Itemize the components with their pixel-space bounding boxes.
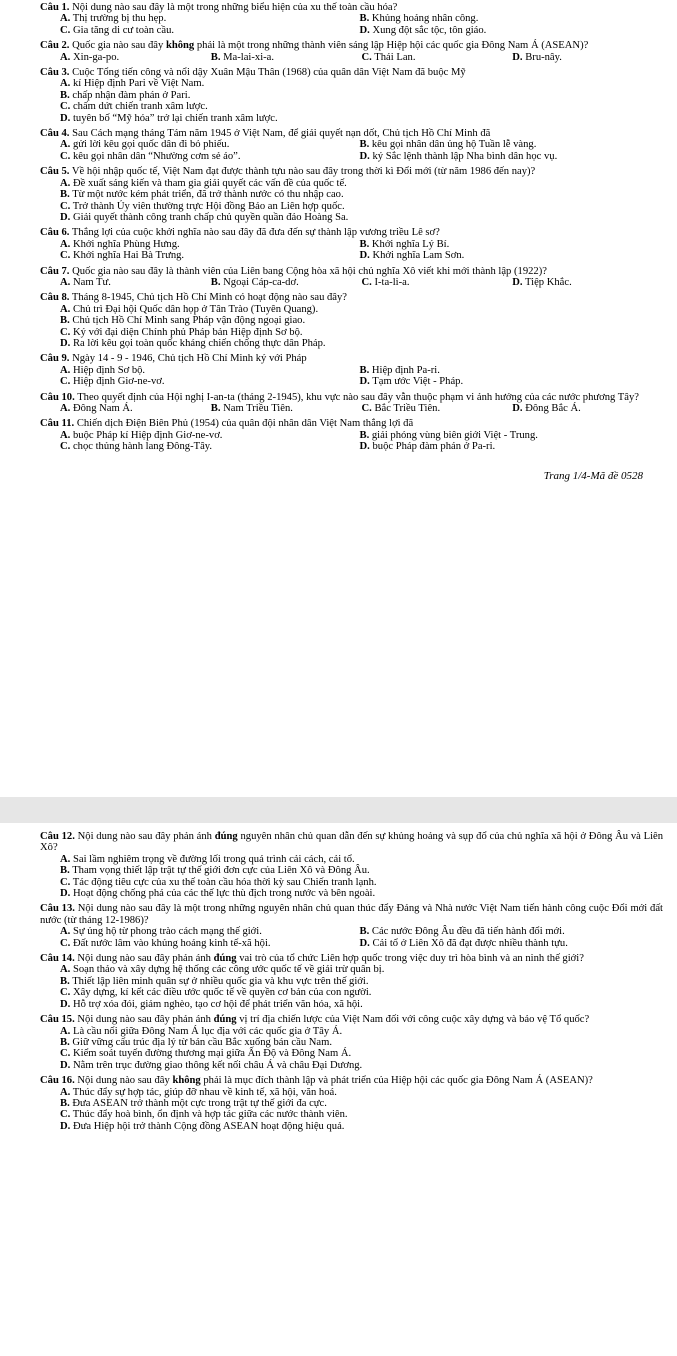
option-d: D. Đông Bắc Á.	[512, 403, 581, 414]
question-number: Câu 1.	[40, 2, 70, 13]
option-b: B. Nam Triều Tiên.	[210, 403, 293, 414]
option-d: D. Tạm ước Việt - Pháp.	[359, 376, 464, 388]
option-b: B. Các nước Đông Âu đều đã tiến hành đổi mới.	[359, 926, 565, 938]
option-d: D. Cải tổ ở Liên Xô đã đạt được nhiều thành tựu.	[359, 937, 568, 949]
question-number: Câu 15.	[40, 1014, 75, 1026]
option-d: D. Xung đột sắc tộc, tôn giáo.	[359, 24, 487, 36]
option-d: D. buộc Pháp đàm phán ở Pa-ri.	[359, 441, 496, 453]
question-number: Câu 8.	[40, 292, 70, 304]
option-a: A. kí Hiệp định Pari về Việt Nam.	[60, 78, 205, 90]
option-d: D. Khởi nghĩa Lam Sơn.	[359, 250, 465, 262]
question-9: Câu 9. Ngày 14 - 9 - 1946, Chủ tịch Hồ Chí Minh ký với Pháp A. Hiệp định Sơ bộ. B. Hiệp định Pa-ri. C. Hiệp định Giơ-ne-vơ. D. Tạm ước Việt - Pháp.	[40, 353, 663, 387]
question-14: Câu 14. Nội dung nào sau đây phản ánh đúng vai trò của tổ chức Liên hợp quốc trong việc duy trì hòa bình và an ninh thế giới? A. Soạn thảo và xây dựng hệ thống các công ước quốc tế về giải trừ quân bị. B. Thiết lập liên minh quân sự ở nhiều quốc gia và khu vực trên thế giới. C. Xây dựng, kí kết các điều ước quốc tế về quyền cơ bản của con người. D. Hỗ trợ xóa đói, giảm nghèo, tạo cơ hội để phát triển văn hóa, xã hội.	[40, 953, 663, 1010]
option-b: B. Ma-lai-xi-a.	[210, 51, 275, 63]
option-a: A. buộc Pháp kí Hiệp định Giơ-ne-vơ.	[60, 429, 223, 441]
option-d: D. tuyên bố “Mỹ hóa” trở lại chiến tranh xâm lược.	[60, 112, 278, 124]
option-a: A. Là cầu nối giữa Đông Nam Á lục địa với các quốc gia ở Tây Á.	[60, 1025, 343, 1037]
option-b: B. Khởi nghĩa Lý Bí.	[359, 238, 450, 250]
option-c: C. Ký với đại diện Chính phủ Pháp bản Hiệp định Sơ bộ.	[60, 326, 303, 338]
option-a: A. gửi lời kêu gọi quốc dân đi bỏ phiếu.	[60, 139, 230, 151]
option-a: A. Đông Nam Á.	[60, 403, 133, 414]
option-c: C. Đất nước lâm vào khủng hoảng kinh tế-xã hội.	[60, 937, 271, 949]
option-c: C. Bắc Triều Tiên.	[361, 403, 441, 414]
question-number: Câu 11.	[40, 418, 75, 430]
option-b: B. Chủ tịch Hồ Chí Minh sang Pháp vận động ngoại giao.	[60, 315, 306, 327]
option-c: C. Xây dựng, kí kết các điều ước quốc tế về quyền cơ bản của con người.	[60, 987, 372, 999]
option-c: C. Hiệp định Giơ-ne-vơ.	[60, 376, 165, 388]
option-c: C. Trở thành Ủy viên thường trực Hội đồng Bảo an Liên hợp quốc.	[60, 200, 345, 212]
question-number: Câu 14.	[40, 953, 75, 965]
question-12: Câu 12. Nội dung nào sau đây phản ánh đúng nguyên nhân chủ quan dẫn đến sự khủng hoảng và sụp đổ của chủ nghĩa xã hội ở Đông Âu và Liên Xô? A. Sai lầm nghiêm trọng về đường lối trong quá trình cải cách, cải tổ. B. Tham vọng thiết lập trật tự thế giới đơn cực của Liên Xô và Đông Âu. C. Tác động tiêu cực của xu thế toàn cầu hóa thời kỳ sau Chiến tranh lạnh. D. Hoạt động chống phá của các thế lực thù địch trong nước và bên ngoài.	[40, 831, 664, 900]
question-5: Câu 5. Về hội nhập quốc tế, Việt Nam đạt được thành tựu nào sau đây trong thời kì Đổi mới (từ năm 1986 đến nay)? A. Đề xuất sáng kiến và tham gia giải quyết các vấn đề của quốc tế. B. Từ một nước kém phát triển, đã trở thành nước có thu nhập cao. C. Trở thành Ủy viên thường trực Hội đồng Bảo an Liên hợp quốc. D. Giải quyết thành công tranh chấp chủ quyền quần đảo Hoàng Sa.	[40, 166, 663, 223]
question-16: Câu 16. Nội dung nào sau đây không phải là mục đích thành lập và phát triển của Hiệp hội các quốc gia Đông Nam Á (ASEAN)? A. Thúc đẩy sự hợp tác, giúp đỡ nhau về kinh tế, xã hội, văn hoá. B. Đưa ASEAN trở thành một cực trong trật tự thế giới đa cực. C. Thúc đẩy hoà bình, ổn định và hợp tác giữa các nước thành viên. D. Đưa Hiệp hội trở thành Cộng đồng ASEAN hoạt động hiệu quả.	[40, 1075, 663, 1132]
option-b: B. Đưa ASEAN trở thành một cực trong trật tự thế giới đa cực.	[60, 1097, 327, 1109]
question-number: Câu 2.	[40, 40, 70, 52]
option-b: B. giải phóng vùng biên giới Việt - Trung.	[359, 429, 538, 441]
option-c: C. Khởi nghĩa Hai Bà Trưng.	[60, 250, 185, 262]
question-7: Câu 7. Quốc gia nào sau đây là thành viên của Liên bang Cộng hòa xã hội chủ nghĩa Xô viết khi mới thành lập (1922)? A. Nam Tư. B. Ngoại Cáp-ca-dơ. C. I-ta-li-a. D. Tiệp Khắc.	[40, 266, 663, 289]
option-c: C. Tác động tiêu cực của xu thế toàn cầu hóa thời kỳ sau Chiến tranh lạnh.	[60, 876, 377, 888]
question-number: Câu 12.	[40, 831, 75, 842]
question-stem: Nội dung nào sau đây là một trong những biểu hiện của xu thế toàn cầu hóa?	[72, 2, 398, 13]
question-2: Câu 2. Quốc gia nào sau đây không phải là một trong những thành viên sáng lập Hiệp hội các quốc gia Đông Nam Á (ASEAN)? A. Xin-ga-po. B. Ma-lai-xi-a. C. Thái Lan. D. Bru-nây.	[40, 40, 663, 63]
option-c: C. I-ta-li-a.	[361, 276, 410, 288]
option-d: D. Nằm trên trục đường giao thông kết nối châu Á và châu Đại Dương.	[60, 1059, 363, 1071]
question-number: Câu 7.	[40, 265, 70, 277]
option-d: D. Giải quyết thành công tranh chấp chủ quyền quần đảo Hoàng Sa.	[60, 211, 349, 223]
option-c: C. Thúc đẩy hoà bình, ổn định và hợp tác giữa các nước thành viên.	[60, 1109, 348, 1121]
question-15: Câu 15. Nội dung nào sau đây phản ánh đúng vị trí địa chiến lược của Việt Nam đối với công cuộc xây dựng và bảo vệ Tổ quốc? A. Là cầu nối giữa Đông Nam Á lục địa với các quốc gia ở Tây Á. B. Giữ vững cấu trúc địa lý từ bán cầu Bắc xuống bán cầu Nam. C. Kiểm soát tuyến đường thương mại giữa Ấn Độ và Đông Nam Á. D. Nằm trên trục đường giao thông kết nối châu Á và châu Đại Dương.	[40, 1014, 663, 1071]
question-10: Câu 10. Theo quyết định của Hội nghị I-an-ta (tháng 2-1945), khu vực nào sau đây vẫn thuộc phạm vi ảnh hưởng của các nước phương Tây? A. Đông Nam Á. B. Nam Triều Tiên. C. Bắc Triều Tiên. D. Đông Bắc Á.	[40, 392, 663, 415]
option-c: C. chọc thủng hành lang Đông-Tây.	[60, 441, 213, 453]
option-b: B. Giữ vững cấu trúc địa lý từ bán cầu Bắc xuống bán cầu Nam.	[60, 1036, 332, 1048]
exam-page-2	[0, 823, 677, 1356]
option-b: B. Hiệp định Pa-ri.	[359, 364, 440, 376]
question-number: Câu 16.	[40, 1075, 75, 1087]
question-number: Câu 6.	[40, 227, 70, 239]
option-b: B. Từ một nước kém phát triển, đã trở thành nước có thu nhập cao.	[60, 189, 344, 201]
question-8: Câu 8. Tháng 8-1945, Chủ tịch Hồ Chí Minh có hoạt động nào sau đây? A. Chủ trì Đại hội Quốc dân họp ở Tân Trào (Tuyên Quang). B. Chủ tịch Hồ Chí Minh sang Pháp vận động ngoại giao. C. Ký với đại diện Chính phủ Pháp bản Hiệp định Sơ bộ. D. Ra lời kêu gọi toàn quốc kháng chiến chống thực dân Pháp.	[40, 292, 663, 349]
question-6: Câu 6. Thắng lợi của cuộc khởi nghĩa nào sau đây đã đưa đến sự thành lập vương triều Lê sơ? A. Khởi nghĩa Phùng Hưng. B. Khởi nghĩa Lý Bí. C. Khởi nghĩa Hai Bà Trưng. D. Khởi nghĩa Lam Sơn.	[40, 227, 663, 261]
question-number: Câu 10.	[40, 391, 75, 403]
option-d: D. Đưa Hiệp hội trở thành Cộng đồng ASEAN hoạt động hiệu quả.	[60, 1120, 345, 1132]
question-11: Câu 11. Chiến dịch Điện Biên Phủ (1954) của quân đội nhân dân Việt Nam thắng lợi đã A. buộc Pháp kí Hiệp định Giơ-ne-vơ. B. giải phóng vùng biên giới Việt - Trung. C. chọc thủng hành lang Đông-Tây. D. buộc Pháp đàm phán ở Pa-ri.	[40, 418, 663, 452]
option-b: B. kêu gọi nhân dân ủng hộ Tuần lễ vàng.	[359, 139, 537, 151]
option-a: A. Thị trường bị thu hẹp.	[60, 13, 167, 25]
option-d: D. Bru-nây.	[512, 51, 562, 63]
option-a: A. Sự ủng hộ từ phong trào cách mạng thế giới.	[60, 926, 262, 938]
question-number: Câu 4.	[40, 128, 70, 140]
option-a: A. Thúc đẩy sự hợp tác, giúp đỡ nhau về kinh tế, xã hội, văn hoá.	[60, 1086, 337, 1098]
question-number: Câu 13.	[40, 903, 75, 915]
option-c: C. Kiểm soát tuyến đường thương mại giữa Ấn Độ và Đông Nam Á.	[60, 1048, 352, 1060]
option-a: A. Sai lầm nghiêm trọng về đường lối trong quá trình cải cách, cải tổ.	[60, 853, 355, 865]
option-b: B. Ngoại Cáp-ca-dơ.	[210, 276, 299, 288]
option-c: C. chấm dứt chiến tranh xâm lược.	[60, 101, 208, 113]
option-d: D. Ra lời kêu gọi toàn quốc kháng chiến chống thực dân Pháp.	[60, 337, 326, 349]
option-b: B. Thiết lập liên minh quân sự ở nhiều quốc gia và khu vực trên thế giới.	[60, 975, 369, 987]
option-b: B. chấp nhận đàm phán ở Pari.	[60, 89, 191, 101]
option-a: A. Xin-ga-po.	[60, 51, 120, 63]
question-number: Câu 5.	[40, 166, 70, 178]
option-d: D. Hỗ trợ xóa đói, giảm nghèo, tạo cơ hội để phát triển văn hóa, xã hội.	[60, 998, 363, 1010]
option-c: C. kêu gọi nhân dân “Nhường cơm sẻ áo”.	[60, 150, 241, 162]
option-a: A. Hiệp định Sơ bộ.	[60, 364, 146, 376]
option-a: A. Đề xuất sáng kiến và tham gia giải quyết các vấn đề của quốc tế.	[60, 177, 347, 189]
question-number: Câu 9.	[40, 353, 70, 365]
option-a: A. Nam Tư.	[60, 276, 111, 288]
page-footer: Trang 1/4-Mã đề 0528	[543, 469, 643, 482]
option-b: B. Khủng hoảng nhân công.	[359, 13, 479, 25]
page-separator	[0, 797, 677, 823]
option-d: D. Tiệp Khắc.	[512, 276, 572, 288]
option-b: B. Tham vọng thiết lập trật tự thế giới đơn cực của Liên Xô và Đông Âu.	[60, 865, 370, 877]
question-3: Câu 3. Cuộc Tổng tiến công và nổi dậy Xuân Mậu Thân (1968) của quân dân Việt Nam đã buộc Mỹ A. kí Hiệp định Pari về Việt Nam. B. chấp nhận đàm phán ở Pari. C. chấm dứt chiến tranh xâm lược. D. tuyên bố “Mỹ hóa” trở lại chiến tranh xâm lược.	[40, 67, 663, 124]
question-4: Câu 4. Sau Cách mạng tháng Tám năm 1945 ở Việt Nam, để giải quyết nạn dốt, Chủ tịch Hồ Chí Minh đã A. gửi lời kêu gọi quốc dân đi bỏ phiếu. B. kêu gọi nhân dân ủng hộ Tuần lễ vàng. C. kêu gọi nhân dân “Nhường cơm sẻ áo”. D. ký Sắc lệnh thành lập Nha bình dân học vụ.	[40, 128, 663, 162]
question-13: Câu 13. Nội dung nào sau đây là một trong những nguyên nhân chủ quan thúc đẩy Đảng và Nhà nước Việt Nam tiến hành công cuộc Đổi mới đất nước (từ tháng 12-1986)? A. Sự ủng hộ từ phong trào cách mạng thế giới. B. Các nước Đông Âu đều đã tiến hành đổi mới. C. Đất nước lâm vào khủng hoảng kinh tế-xã hội. D. Cải tổ ở Liên Xô đã đạt được nhiều thành tựu.	[40, 903, 663, 949]
option-c: C. Thái Lan.	[361, 51, 416, 63]
question-1	[40, 2, 663, 36]
option-d: D. ký Sắc lệnh thành lập Nha bình dân học vụ.	[359, 150, 558, 162]
option-a: A. Soạn thảo và xây dựng hệ thống các công ước quốc tế về giải trừ quân bị.	[60, 964, 385, 976]
option-a: A. Khởi nghĩa Phùng Hưng.	[60, 238, 180, 250]
option-a: A. Chủ trì Đại hội Quốc dân họp ở Tân Trào (Tuyên Quang).	[60, 303, 319, 315]
question-number: Câu 3.	[40, 67, 70, 79]
option-d: D. Hoạt động chống phá của các thế lực thù địch trong nước và bên ngoài.	[60, 888, 376, 900]
option-c: C. Gia tăng di cư toàn cầu.	[60, 24, 175, 36]
